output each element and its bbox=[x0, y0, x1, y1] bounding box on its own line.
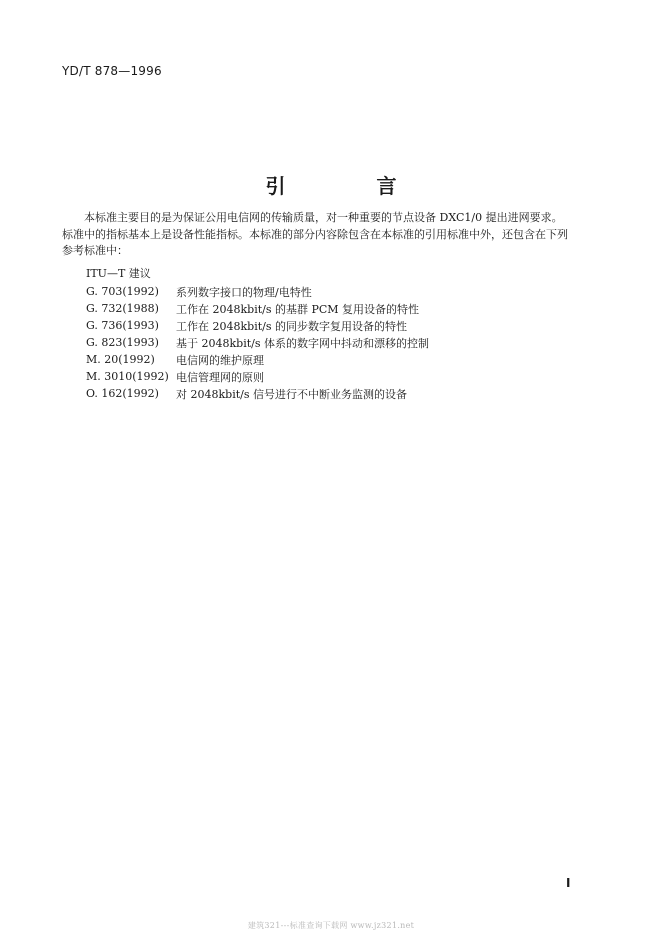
watermark-text: 建筑321---标准查询下载网 www.jz321.net bbox=[247, 921, 415, 930]
page-number: I bbox=[566, 876, 571, 890]
reference-code: G. 703(1992) bbox=[86, 285, 159, 298]
reference-code: G. 736(1993) bbox=[86, 319, 159, 332]
reference-row bbox=[86, 317, 429, 334]
reference-code: O. 162(1992) bbox=[86, 387, 159, 400]
intro-line: 参考标准中： bbox=[62, 244, 128, 257]
reference-row bbox=[86, 385, 429, 402]
reference-description: 电信网的维护原理 bbox=[176, 353, 264, 367]
reference-description: 工作在 2048kbit/s 的同步数字复用设备的特性 bbox=[176, 319, 407, 333]
reference-code: G. 732(1988) bbox=[86, 302, 159, 315]
reference-description: 电信管理网的原则 bbox=[176, 370, 264, 384]
reference-row bbox=[86, 351, 429, 368]
reference-description: 对 2048kbit/s 信号进行不中断业务监测的设备 bbox=[176, 387, 407, 401]
reference-code: M. 20(1992) bbox=[86, 353, 155, 366]
recommendations-heading: ITU—T 建议 bbox=[86, 267, 151, 280]
reference-row bbox=[86, 334, 429, 351]
intro-line: 标准中的指标基本上是设备性能指标。本标准的部分内容除包含在本标准的引用标准中外，还包含在下列 bbox=[62, 227, 568, 241]
reference-row bbox=[86, 368, 429, 385]
reference-code: M. 3010(1992) bbox=[86, 370, 169, 383]
intro-paragraph bbox=[62, 210, 602, 260]
page-title: 引 言 bbox=[265, 174, 439, 198]
reference-row bbox=[86, 283, 429, 300]
reference-description: 基于 2048kbit/s 体系的数字网中抖动和漂移的控制 bbox=[176, 336, 429, 350]
standard-code-header: YD/T 878—1996 bbox=[62, 64, 162, 78]
reference-description: 系列数字接口的物理/电特性 bbox=[176, 285, 312, 299]
reference-list bbox=[86, 283, 429, 402]
reference-code: G. 823(1993) bbox=[86, 336, 159, 349]
reference-description: 工作在 2048kbit/s 的基群 PCM 复用设备的特性 bbox=[176, 302, 420, 316]
reference-row bbox=[86, 300, 429, 317]
intro-line: 本标准主要目的是为保证公用电信网的传输质量，对一种重要的节点设备 DXC1/0 提出进网要求。 bbox=[84, 211, 563, 224]
